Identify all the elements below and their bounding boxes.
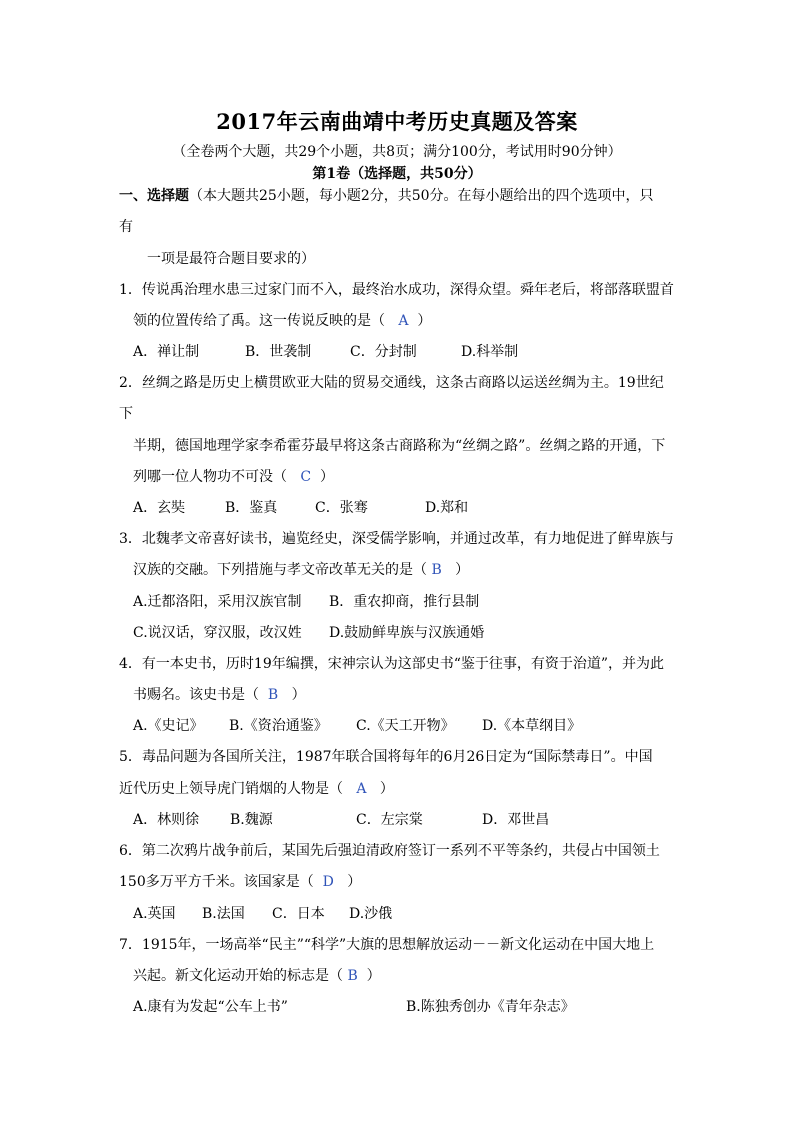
option: C.《天工开物》 — [356, 718, 455, 734]
question-4-stem-cont: 书赐名。该史书是（ B ） — [133, 687, 306, 703]
answer-5: A — [356, 781, 367, 797]
option: A．林则徐 — [133, 812, 200, 828]
question-5-stem: 5．毒品问题为各国所关注，1987年联合国将每年的6月26日定为“国际禁毒日”。中国 — [119, 749, 653, 765]
option: D.《本草纲目》 — [482, 718, 582, 734]
answer-4: B — [267, 687, 279, 703]
option: C．张骞 — [315, 500, 368, 516]
option: D.沙俄 — [349, 906, 393, 922]
volume-heading: 第1卷（选择题，共50分） — [312, 166, 482, 182]
question-6-stem: 6．第二次鸦片战争前后，某国先后强迫清政府签订一系列不平等条约，共侵占中国领土 — [119, 843, 660, 859]
option: A.英国 — [133, 906, 176, 922]
question-2-stem-wrap: 下 — [119, 406, 133, 422]
question-1-stem-cont: 领的位置传给了禹。这一传说反映的是（ A ） — [133, 313, 432, 329]
option: A．玄奘 — [133, 500, 186, 516]
answer-6: D — [322, 874, 334, 890]
page-title: 2017年云南曲靖中考历史真题及答案 — [216, 109, 578, 134]
answer-7: B — [347, 968, 358, 984]
option: C．日本 — [272, 906, 325, 922]
option: D.科举制 — [461, 344, 519, 360]
option: B.法国 — [202, 906, 245, 922]
answer-3: B — [431, 562, 442, 578]
question-5-stem-cont: 近代历史上领导虎门销烟的人物是（ A ） — [119, 781, 394, 797]
question-3-stem-cont: 汉族的交融。下列措施与孝文帝改革无关的是（ B ） — [133, 562, 470, 578]
option: B．世袭制 — [245, 344, 312, 360]
option: A.迁都洛阳，采用汉族官制 — [133, 594, 302, 610]
option: D.郑和 — [425, 500, 469, 516]
question-3-stem: 3．北魏孝文帝喜好读书，遍览经史，深受儒学影响，并通过改革，有力地促进了鲜卑族与 — [119, 531, 674, 547]
option: B.《资治通鉴》 — [229, 718, 328, 734]
answer-2: C — [300, 469, 312, 485]
answer-1: A — [398, 313, 409, 329]
section-name: 一、选择题 — [119, 188, 189, 204]
option: C．左宗棠 — [356, 812, 423, 828]
question-2-stem: 2．丝绸之路是历史上横贯欧亚大陆的贸易交通线，这条古商路以运送丝绸为主。19世纪 — [119, 375, 664, 391]
section-instructions-cont: 一项是最符合题目要求的） — [147, 251, 315, 267]
section-instructions-wrap: 有 — [119, 219, 133, 235]
question-1-stem: 1．传说禹治理水患三过家门而不入，最终治水成功，深得众望。舜年老后，将部落联盟首 — [119, 282, 674, 298]
exam-info: （全卷两个大题，共29个小题，共8页；满分100分，考试用时90分钟） — [172, 144, 622, 160]
option: B.陈独秀创办《青年杂志》 — [406, 999, 575, 1015]
option: D.鼓励鲜卑族与汉族通婚 — [329, 625, 485, 641]
option: B．重农抑商，推行县制 — [329, 594, 480, 610]
option: C.说汉话，穿汉服，改汉姓 — [133, 625, 302, 641]
option: D．邓世昌 — [482, 812, 550, 828]
option: B.魏源 — [230, 812, 273, 828]
option: A.《史记》 — [133, 718, 204, 734]
question-7-stem: 7．1915年，一场高举“民主”“科学”大旗的思想解放运动－－新文化运动在中国大地上 — [119, 937, 655, 953]
section-instructions: （本大题共25小题，每小题2分，共50分。在每小题给出的四个选项中，只 — [189, 188, 654, 204]
question-2-stem-cont: 半期，德国地理学家李希霍芬最早将这条古商路称为“丝绸之路”。丝绸之路的开通，下 — [133, 438, 666, 454]
question-4-stem: 4．有一本史书，历时19年编撰，宋神宗认为这部史书“鉴于往事，有资于治道”，并为此 — [119, 656, 665, 672]
option: B．鉴真 — [225, 500, 278, 516]
question-2-stem-cont2: 列哪一位人物功不可没（ C ） — [133, 469, 334, 485]
question-6-stem-cont: 150多万平方千米。该国家是（ D ） — [119, 874, 362, 890]
option: A．禅让制 — [133, 344, 200, 360]
option: C．分封制 — [350, 344, 417, 360]
option: A.康有为发起“公车上书” — [133, 999, 288, 1015]
section-heading — [119, 187, 654, 205]
question-7-stem-cont: 兴起。新文化运动开始的标志是（ B ） — [133, 968, 381, 984]
